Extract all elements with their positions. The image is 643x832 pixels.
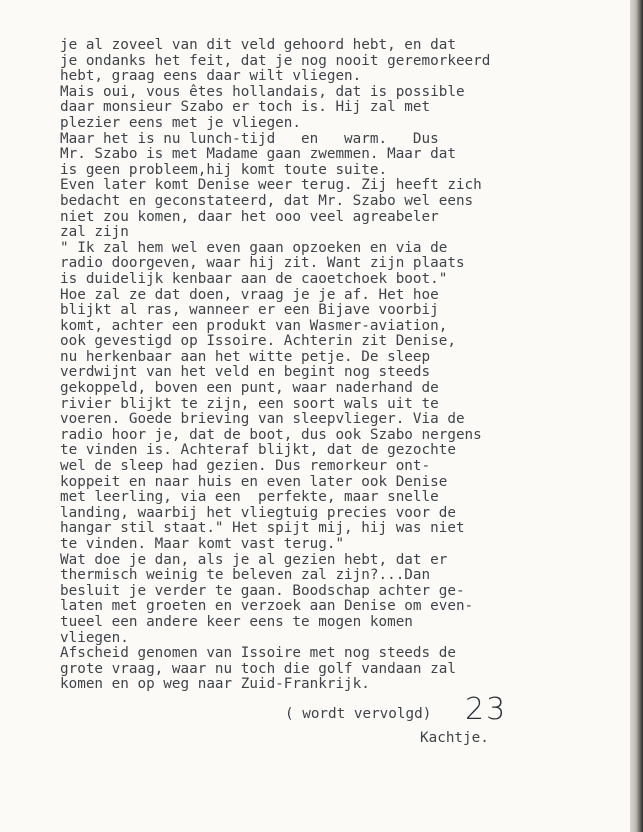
text-line: komen en op weg naar Zuid-Frankrijk. [60,676,370,693]
text-line: zal zijn [60,224,129,241]
text-line: Hoe zal ze dat doen, vraag je je af. Het hoe [60,286,439,303]
text-line: thermisch weinig te beleven zal zijn?...Dan [60,567,431,584]
text-line: je al zoveel van dit veld gehoord hebt, en dat [60,37,456,53]
text-line: blijkt al ras, wanneer er een Bijave voorbij [60,302,439,319]
text-line: rivier blijkt te zijn, een soort wals uit te [60,395,439,412]
text-line: hebt, graag eens daar wilt vliegen. [60,68,362,85]
text-line: plezier eens met je vliegen. [60,114,302,131]
text-line: Wat doe je dan, als je al gezien hebt, dat er [60,551,448,568]
text-line: voeren. Goede brieving van sleepvlieger. Via de [60,411,465,428]
text-line: radio hoor je, dat de boot, dus ook Szabo nergens [60,426,482,443]
text-line: Maar het is nu lunch-tijd en warm. Dus [60,130,439,147]
author-signature: Kachtje. [420,730,489,746]
text-line: te vinden is. Achteraf blijkt, dat de gezochte [60,442,456,459]
text-line: bedacht en geconstateerd, dat Mr. Szabo wel eens [60,192,474,209]
text-line: radio doorgeven, waar hij zit. Want zijn plaats [60,255,465,272]
body-text [60,38,490,693]
text-line: koppeit en naar huis en even later ook Denise [60,473,448,490]
text-line: niet zou komen, daar het ooo veel agreabeler [60,208,439,225]
page-number: 23 [465,692,508,727]
text-line: grote vraag, waar nu toch die golf vandaan zal [60,660,456,677]
text-line: " Ik zal hem wel even gaan opzoeken en via de [60,239,448,256]
text-line: Even later komt Denise weer terug. Zij heeft zich [60,177,482,194]
text-line: gekoppeld, boven een punt, waar naderhand de [60,380,439,397]
text-line: verdwijnt van het veld en begint nog steeds [60,364,431,381]
text-line: tueel een andere keer eens te mogen komen [60,613,413,630]
text-line: besluit je verder te gaan. Boodschap achter ge- [60,582,465,599]
text-line: is geen probleem,hij komt toute suite. [60,161,388,178]
text-line: wel de sleep had gezien. Dus remorkeur ont- [60,458,431,475]
continued-note: ( wordt vervolgd) [285,706,432,722]
text-line: Mais oui, vous êtes hollandais, dat is possible [60,83,465,100]
text-line: nu herkenbaar aan het witte petje. De sleep [60,348,431,365]
text-line: komt, achter een produkt van Wasmer-aviation, [60,317,448,334]
text-line: laten met groeten en verzoek aan Denise om even- [60,598,474,615]
text-line: ook gevestigd op Issoire. Achterin zit Denise, [60,333,456,350]
text-line: met leerling, via een perfekte, maar snelle [60,489,439,506]
text-line: hangar stil staat." Het spijt mij, hij was niet [60,520,465,537]
text-line: te vinden. Maar komt vast terug." [60,536,345,552]
text-line: vliegen. [60,629,129,646]
text-line: Afscheid genomen van Issoire met nog steeds de [60,645,456,662]
text-line: daar monsieur Szabo er toch is. Hij zal met [60,99,431,116]
text-line: landing, waarbij het vliegtuig precies voor de [60,504,456,521]
page-edge-shadow [630,0,643,832]
text-line: je ondanks het feit, dat je nog nooit geremorkeerd [60,52,491,69]
text-line: Mr. Szabo is met Madame gaan zwemmen. Maar dat [60,146,456,163]
text-line: is duidelijk kenbaar aan de caoetchoek boot." [60,270,448,287]
